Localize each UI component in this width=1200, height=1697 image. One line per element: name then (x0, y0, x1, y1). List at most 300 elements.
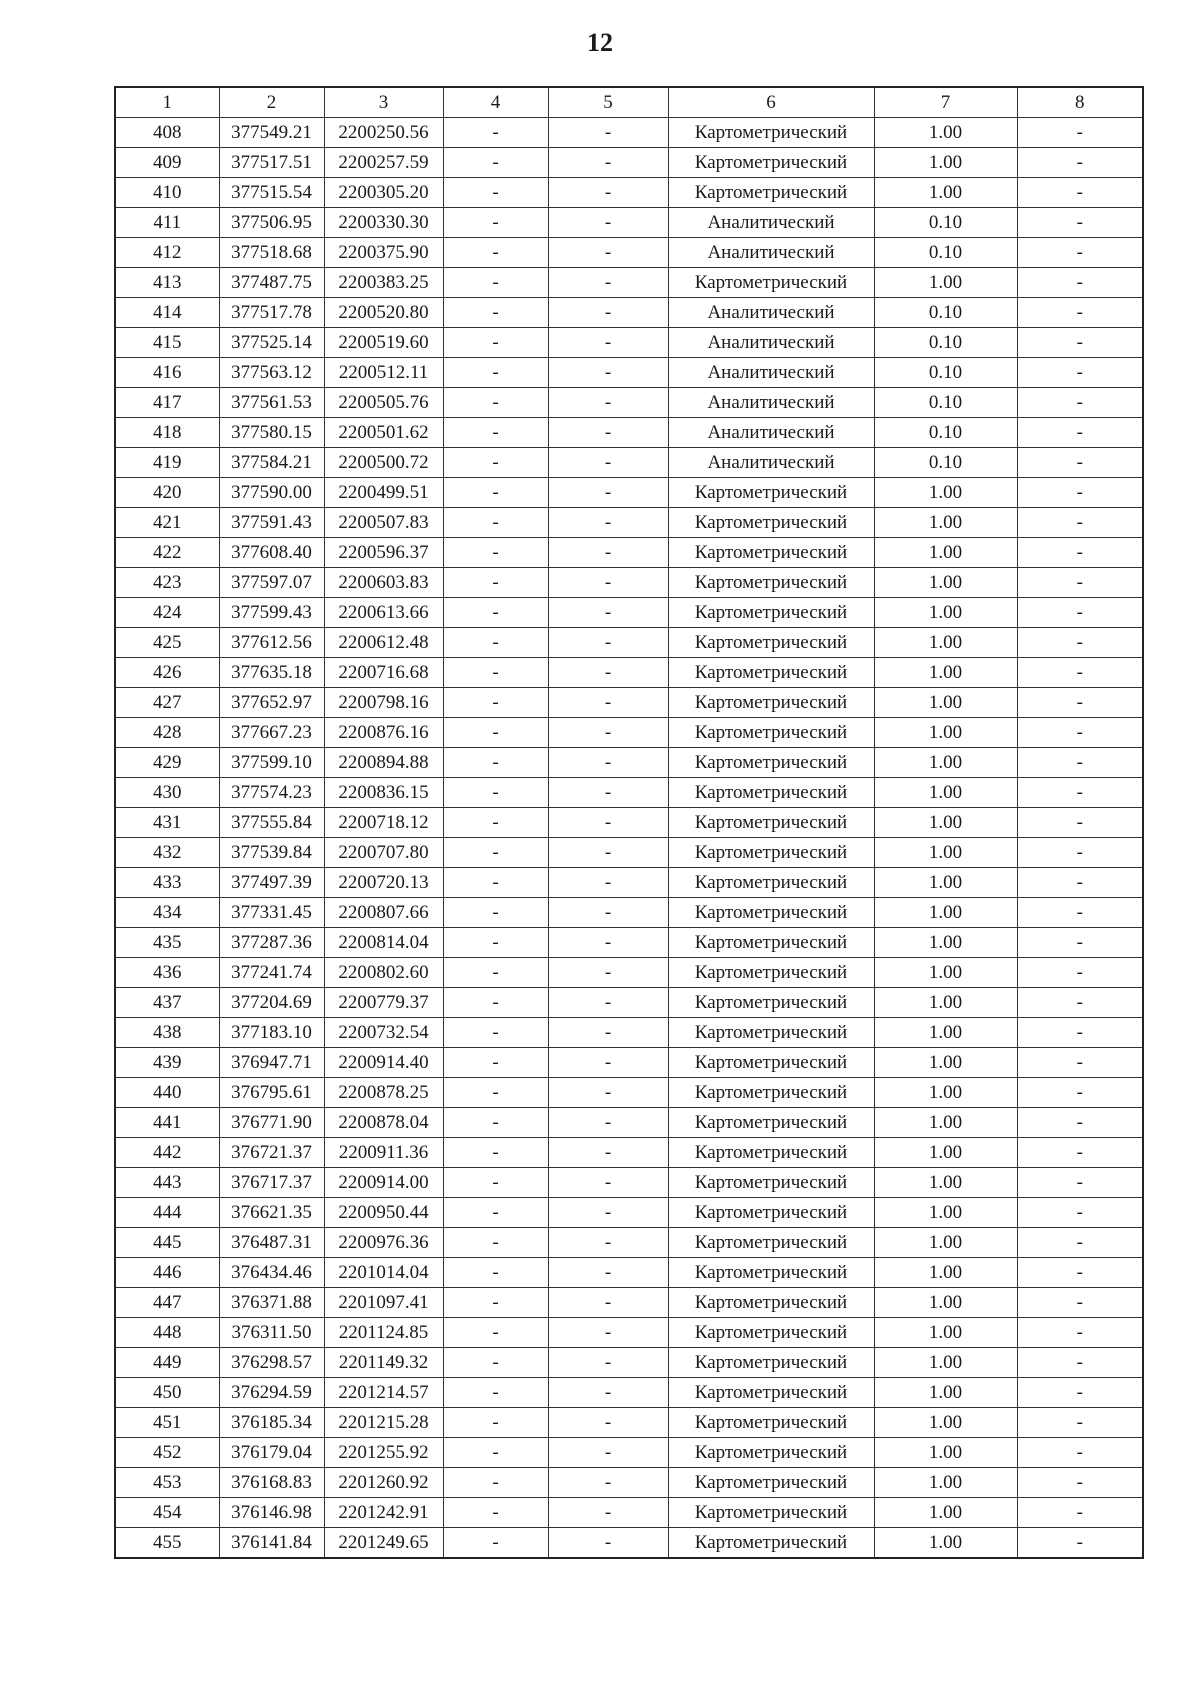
table-row (115, 238, 1143, 268)
precision-cell: 1.00 (874, 1078, 1017, 1108)
col4-cell: - (443, 688, 548, 718)
col5-cell: - (548, 1018, 668, 1048)
page-number: 12 (587, 28, 613, 57)
table-row (115, 928, 1143, 958)
y-coordinate-cell: 2200305.20 (324, 178, 443, 208)
precision-cell: 1.00 (874, 1138, 1017, 1168)
col8-cell: - (1017, 1468, 1143, 1498)
point-number-cell: 450 (115, 1378, 219, 1408)
header-cell: 2 (219, 87, 324, 118)
col5-cell: - (548, 1078, 668, 1108)
y-coordinate-cell: 2200330.30 (324, 208, 443, 238)
table-row (115, 958, 1143, 988)
method-cell: Картометрический (668, 1378, 874, 1408)
method-cell: Картометрический (668, 1048, 874, 1078)
point-number-cell: 432 (115, 838, 219, 868)
y-coordinate-cell: 2200596.37 (324, 538, 443, 568)
table-row (115, 298, 1143, 328)
method-cell: Картометрический (668, 1438, 874, 1468)
precision-cell: 1.00 (874, 718, 1017, 748)
precision-cell: 1.00 (874, 898, 1017, 928)
precision-cell: 1.00 (874, 1378, 1017, 1408)
method-cell: Картометрический (668, 1198, 874, 1228)
col5-cell: - (548, 1408, 668, 1438)
x-coordinate-cell: 376294.59 (219, 1378, 324, 1408)
table-row (115, 1468, 1143, 1498)
col8-cell: - (1017, 808, 1143, 838)
x-coordinate-cell: 377518.68 (219, 238, 324, 268)
x-coordinate-cell: 377667.23 (219, 718, 324, 748)
col5-cell: - (548, 838, 668, 868)
col8-cell: - (1017, 1408, 1143, 1438)
precision-cell: 0.10 (874, 418, 1017, 448)
table-row (115, 1228, 1143, 1258)
col8-cell: - (1017, 1288, 1143, 1318)
x-coordinate-cell: 377517.78 (219, 298, 324, 328)
y-coordinate-cell: 2200500.72 (324, 448, 443, 478)
y-coordinate-cell: 2201124.85 (324, 1318, 443, 1348)
col4-cell: - (443, 1228, 548, 1258)
table-row (115, 1258, 1143, 1288)
precision-cell: 1.00 (874, 808, 1017, 838)
y-coordinate-cell: 2200914.00 (324, 1168, 443, 1198)
x-coordinate-cell: 377497.39 (219, 868, 324, 898)
method-cell: Картометрический (668, 1348, 874, 1378)
col4-cell: - (443, 418, 548, 448)
header-cell: 7 (874, 87, 1017, 118)
point-number-cell: 441 (115, 1108, 219, 1138)
x-coordinate-cell: 377525.14 (219, 328, 324, 358)
table-row (115, 898, 1143, 928)
col8-cell: - (1017, 208, 1143, 238)
col8-cell: - (1017, 598, 1143, 628)
point-number-cell: 438 (115, 1018, 219, 1048)
col8-cell: - (1017, 1228, 1143, 1258)
col5-cell: - (548, 898, 668, 928)
method-cell: Картометрический (668, 1318, 874, 1348)
y-coordinate-cell: 2200612.48 (324, 628, 443, 658)
x-coordinate-cell: 377584.21 (219, 448, 324, 478)
col8-cell: - (1017, 358, 1143, 388)
x-coordinate-cell: 377241.74 (219, 958, 324, 988)
method-cell: Картометрический (668, 508, 874, 538)
col8-cell: - (1017, 868, 1143, 898)
col8-cell: - (1017, 718, 1143, 748)
point-number-cell: 452 (115, 1438, 219, 1468)
col4-cell: - (443, 268, 548, 298)
col8-cell: - (1017, 748, 1143, 778)
y-coordinate-cell: 2200383.25 (324, 268, 443, 298)
method-cell: Картометрический (668, 1228, 874, 1258)
col5-cell: - (548, 1048, 668, 1078)
point-number-cell: 446 (115, 1258, 219, 1288)
method-cell: Картометрический (668, 178, 874, 208)
col8-cell: - (1017, 628, 1143, 658)
precision-cell: 1.00 (874, 748, 1017, 778)
x-coordinate-cell: 376185.34 (219, 1408, 324, 1438)
point-number-cell: 412 (115, 238, 219, 268)
x-coordinate-cell: 376621.35 (219, 1198, 324, 1228)
col5-cell: - (548, 1168, 668, 1198)
y-coordinate-cell: 2200779.37 (324, 988, 443, 1018)
method-cell: Аналитический (668, 388, 874, 418)
col4-cell: - (443, 808, 548, 838)
x-coordinate-cell: 377574.23 (219, 778, 324, 808)
col8-cell: - (1017, 448, 1143, 478)
point-number-cell: 417 (115, 388, 219, 418)
col8-cell: - (1017, 298, 1143, 328)
col5-cell: - (548, 1498, 668, 1528)
precision-cell: 1.00 (874, 1048, 1017, 1078)
point-number-cell: 420 (115, 478, 219, 508)
point-number-cell: 434 (115, 898, 219, 928)
table-row (115, 508, 1143, 538)
table-row (115, 1348, 1143, 1378)
col8-cell: - (1017, 1198, 1143, 1228)
method-cell: Картометрический (668, 1078, 874, 1108)
table-row (115, 1048, 1143, 1078)
y-coordinate-cell: 2200499.51 (324, 478, 443, 508)
header-row (115, 87, 1143, 118)
table-row (115, 1108, 1143, 1138)
col4-cell: - (443, 478, 548, 508)
point-number-cell: 453 (115, 1468, 219, 1498)
col4-cell: - (443, 1198, 548, 1228)
col5-cell: - (548, 958, 668, 988)
method-cell: Картометрический (668, 988, 874, 1018)
y-coordinate-cell: 2200894.88 (324, 748, 443, 778)
col4-cell: - (443, 1078, 548, 1108)
precision-cell: 1.00 (874, 928, 1017, 958)
precision-cell: 1.00 (874, 1438, 1017, 1468)
table-row (115, 1018, 1143, 1048)
y-coordinate-cell: 2201249.65 (324, 1528, 443, 1559)
col4-cell: - (443, 898, 548, 928)
point-number-cell: 428 (115, 718, 219, 748)
y-coordinate-cell: 2200718.12 (324, 808, 443, 838)
x-coordinate-cell: 376146.98 (219, 1498, 324, 1528)
table-row (115, 448, 1143, 478)
method-cell: Картометрический (668, 118, 874, 148)
x-coordinate-cell: 377517.51 (219, 148, 324, 178)
x-coordinate-cell: 376168.83 (219, 1468, 324, 1498)
point-number-cell: 442 (115, 1138, 219, 1168)
col8-cell: - (1017, 1528, 1143, 1559)
x-coordinate-cell: 377539.84 (219, 838, 324, 868)
method-cell: Картометрический (668, 538, 874, 568)
x-coordinate-cell: 377183.10 (219, 1018, 324, 1048)
point-number-cell: 455 (115, 1528, 219, 1559)
method-cell: Картометрический (668, 598, 874, 628)
table-row (115, 1198, 1143, 1228)
table-row (115, 688, 1143, 718)
point-number-cell: 444 (115, 1198, 219, 1228)
col8-cell: - (1017, 1048, 1143, 1078)
col4-cell: - (443, 1108, 548, 1138)
method-cell: Картометрический (668, 658, 874, 688)
table-row (115, 208, 1143, 238)
y-coordinate-cell: 2201149.32 (324, 1348, 443, 1378)
method-cell: Картометрический (668, 868, 874, 898)
col4-cell: - (443, 1018, 548, 1048)
table-row (115, 1408, 1143, 1438)
method-cell: Картометрический (668, 628, 874, 658)
col5-cell: - (548, 568, 668, 598)
col4-cell: - (443, 118, 548, 148)
method-cell: Картометрический (668, 778, 874, 808)
col5-cell: - (548, 718, 668, 748)
x-coordinate-cell: 376487.31 (219, 1228, 324, 1258)
y-coordinate-cell: 2200716.68 (324, 658, 443, 688)
x-coordinate-cell: 377590.00 (219, 478, 324, 508)
point-number-cell: 430 (115, 778, 219, 808)
y-coordinate-cell: 2200613.66 (324, 598, 443, 628)
x-coordinate-cell: 376179.04 (219, 1438, 324, 1468)
col8-cell: - (1017, 1438, 1143, 1468)
method-cell: Картометрический (668, 268, 874, 298)
precision-cell: 1.00 (874, 1198, 1017, 1228)
table-row (115, 1378, 1143, 1408)
col4-cell: - (443, 358, 548, 388)
precision-cell: 0.10 (874, 328, 1017, 358)
table-row (115, 1138, 1143, 1168)
col5-cell: - (548, 1138, 668, 1168)
method-cell: Аналитический (668, 298, 874, 328)
point-number-cell: 448 (115, 1318, 219, 1348)
precision-cell: 1.00 (874, 268, 1017, 298)
col8-cell: - (1017, 178, 1143, 208)
precision-cell: 1.00 (874, 1168, 1017, 1198)
precision-cell: 1.00 (874, 1348, 1017, 1378)
precision-cell: 1.00 (874, 1468, 1017, 1498)
col4-cell: - (443, 388, 548, 418)
method-cell: Картометрический (668, 898, 874, 928)
precision-cell: 1.00 (874, 658, 1017, 688)
y-coordinate-cell: 2201097.41 (324, 1288, 443, 1318)
col4-cell: - (443, 718, 548, 748)
table-row (115, 568, 1143, 598)
col4-cell: - (443, 1168, 548, 1198)
col8-cell: - (1017, 568, 1143, 598)
x-coordinate-cell: 376721.37 (219, 1138, 324, 1168)
col5-cell: - (548, 448, 668, 478)
table-row (115, 538, 1143, 568)
precision-cell: 1.00 (874, 628, 1017, 658)
col8-cell: - (1017, 988, 1143, 1018)
precision-cell: 1.00 (874, 568, 1017, 598)
table-row (115, 358, 1143, 388)
table-row (115, 718, 1143, 748)
method-cell: Картометрический (668, 928, 874, 958)
point-number-cell: 440 (115, 1078, 219, 1108)
y-coordinate-cell: 2201014.04 (324, 1258, 443, 1288)
col5-cell: - (548, 538, 668, 568)
y-coordinate-cell: 2200807.66 (324, 898, 443, 928)
x-coordinate-cell: 376434.46 (219, 1258, 324, 1288)
precision-cell: 1.00 (874, 118, 1017, 148)
x-coordinate-cell: 376311.50 (219, 1318, 324, 1348)
col8-cell: - (1017, 778, 1143, 808)
col4-cell: - (443, 838, 548, 868)
precision-cell: 1.00 (874, 538, 1017, 568)
col8-cell: - (1017, 388, 1143, 418)
col5-cell: - (548, 988, 668, 1018)
precision-cell: 1.00 (874, 508, 1017, 538)
table-row (115, 1528, 1143, 1559)
col5-cell: - (548, 328, 668, 358)
col8-cell: - (1017, 508, 1143, 538)
x-coordinate-cell: 377563.12 (219, 358, 324, 388)
header-cell: 1 (115, 87, 219, 118)
col8-cell: - (1017, 148, 1143, 178)
point-number-cell: 422 (115, 538, 219, 568)
x-coordinate-cell: 377561.53 (219, 388, 324, 418)
col8-cell: - (1017, 118, 1143, 148)
point-number-cell: 414 (115, 298, 219, 328)
header-cell: 5 (548, 87, 668, 118)
col5-cell: - (548, 928, 668, 958)
y-coordinate-cell: 2200976.36 (324, 1228, 443, 1258)
y-coordinate-cell: 2200501.62 (324, 418, 443, 448)
method-cell: Картометрический (668, 1408, 874, 1438)
x-coordinate-cell: 377591.43 (219, 508, 324, 538)
method-cell: Картометрический (668, 1108, 874, 1138)
method-cell: Аналитический (668, 418, 874, 448)
y-coordinate-cell: 2200250.56 (324, 118, 443, 148)
table-row (115, 838, 1143, 868)
col8-cell: - (1017, 1018, 1143, 1048)
x-coordinate-cell: 377204.69 (219, 988, 324, 1018)
col5-cell: - (548, 1198, 668, 1228)
col8-cell: - (1017, 328, 1143, 358)
col5-cell: - (548, 1468, 668, 1498)
precision-cell: 0.10 (874, 358, 1017, 388)
table-row (115, 868, 1143, 898)
col4-cell: - (443, 1048, 548, 1078)
col5-cell: - (548, 1288, 668, 1318)
col4-cell: - (443, 148, 548, 178)
y-coordinate-cell: 2200519.60 (324, 328, 443, 358)
col5-cell: - (548, 1258, 668, 1288)
y-coordinate-cell: 2200507.83 (324, 508, 443, 538)
col4-cell: - (443, 1378, 548, 1408)
col8-cell: - (1017, 1258, 1143, 1288)
point-number-cell: 436 (115, 958, 219, 988)
point-number-cell: 421 (115, 508, 219, 538)
col4-cell: - (443, 1318, 548, 1348)
header-cell: 4 (443, 87, 548, 118)
method-cell: Картометрический (668, 1258, 874, 1288)
method-cell: Картометрический (668, 1288, 874, 1318)
header-cell: 6 (668, 87, 874, 118)
col5-cell: - (548, 418, 668, 448)
col4-cell: - (443, 1348, 548, 1378)
col5-cell: - (548, 598, 668, 628)
col4-cell: - (443, 298, 548, 328)
y-coordinate-cell: 2200798.16 (324, 688, 443, 718)
col5-cell: - (548, 358, 668, 388)
y-coordinate-cell: 2200878.25 (324, 1078, 443, 1108)
method-cell: Картометрический (668, 478, 874, 508)
precision-cell: 1.00 (874, 1318, 1017, 1348)
col8-cell: - (1017, 1378, 1143, 1408)
table-row (115, 748, 1143, 778)
method-cell: Картометрический (668, 748, 874, 778)
col4-cell: - (443, 658, 548, 688)
y-coordinate-cell: 2200814.04 (324, 928, 443, 958)
col5-cell: - (548, 508, 668, 538)
method-cell: Аналитический (668, 238, 874, 268)
col4-cell: - (443, 598, 548, 628)
x-coordinate-cell: 376371.88 (219, 1288, 324, 1318)
x-coordinate-cell: 376717.37 (219, 1168, 324, 1198)
col4-cell: - (443, 448, 548, 478)
y-coordinate-cell: 2201255.92 (324, 1438, 443, 1468)
col4-cell: - (443, 568, 548, 598)
col4-cell: - (443, 178, 548, 208)
col8-cell: - (1017, 418, 1143, 448)
precision-cell: 0.10 (874, 448, 1017, 478)
table-row (115, 988, 1143, 1018)
col4-cell: - (443, 1258, 548, 1288)
table-row (115, 118, 1143, 148)
col4-cell: - (443, 208, 548, 238)
col5-cell: - (548, 868, 668, 898)
y-coordinate-cell: 2201242.91 (324, 1498, 443, 1528)
col4-cell: - (443, 508, 548, 538)
col4-cell: - (443, 538, 548, 568)
col5-cell: - (548, 118, 668, 148)
table-row (115, 598, 1143, 628)
col5-cell: - (548, 148, 668, 178)
col4-cell: - (443, 1468, 548, 1498)
col8-cell: - (1017, 1108, 1143, 1138)
method-cell: Картометрический (668, 1018, 874, 1048)
table-row (115, 808, 1143, 838)
point-number-cell: 424 (115, 598, 219, 628)
table-row (115, 628, 1143, 658)
col8-cell: - (1017, 1138, 1143, 1168)
col8-cell: - (1017, 1348, 1143, 1378)
y-coordinate-cell: 2200876.16 (324, 718, 443, 748)
col4-cell: - (443, 958, 548, 988)
col5-cell: - (548, 688, 668, 718)
col4-cell: - (443, 748, 548, 778)
table-row (115, 1168, 1143, 1198)
method-cell: Аналитический (668, 448, 874, 478)
point-number-cell: 451 (115, 1408, 219, 1438)
method-cell: Картометрический (668, 1468, 874, 1498)
header-cell: 3 (324, 87, 443, 118)
x-coordinate-cell: 377487.75 (219, 268, 324, 298)
x-coordinate-cell: 377331.45 (219, 898, 324, 928)
point-number-cell: 435 (115, 928, 219, 958)
col5-cell: - (548, 1348, 668, 1378)
header-cell: 8 (1017, 87, 1143, 118)
point-number-cell: 410 (115, 178, 219, 208)
point-number-cell: 419 (115, 448, 219, 478)
precision-cell: 1.00 (874, 1288, 1017, 1318)
point-number-cell: 449 (115, 1348, 219, 1378)
x-coordinate-cell: 377652.97 (219, 688, 324, 718)
x-coordinate-cell: 376947.71 (219, 1048, 324, 1078)
table-row (115, 1498, 1143, 1528)
col4-cell: - (443, 1438, 548, 1468)
point-number-cell: 425 (115, 628, 219, 658)
col4-cell: - (443, 928, 548, 958)
col5-cell: - (548, 478, 668, 508)
x-coordinate-cell: 377580.15 (219, 418, 324, 448)
